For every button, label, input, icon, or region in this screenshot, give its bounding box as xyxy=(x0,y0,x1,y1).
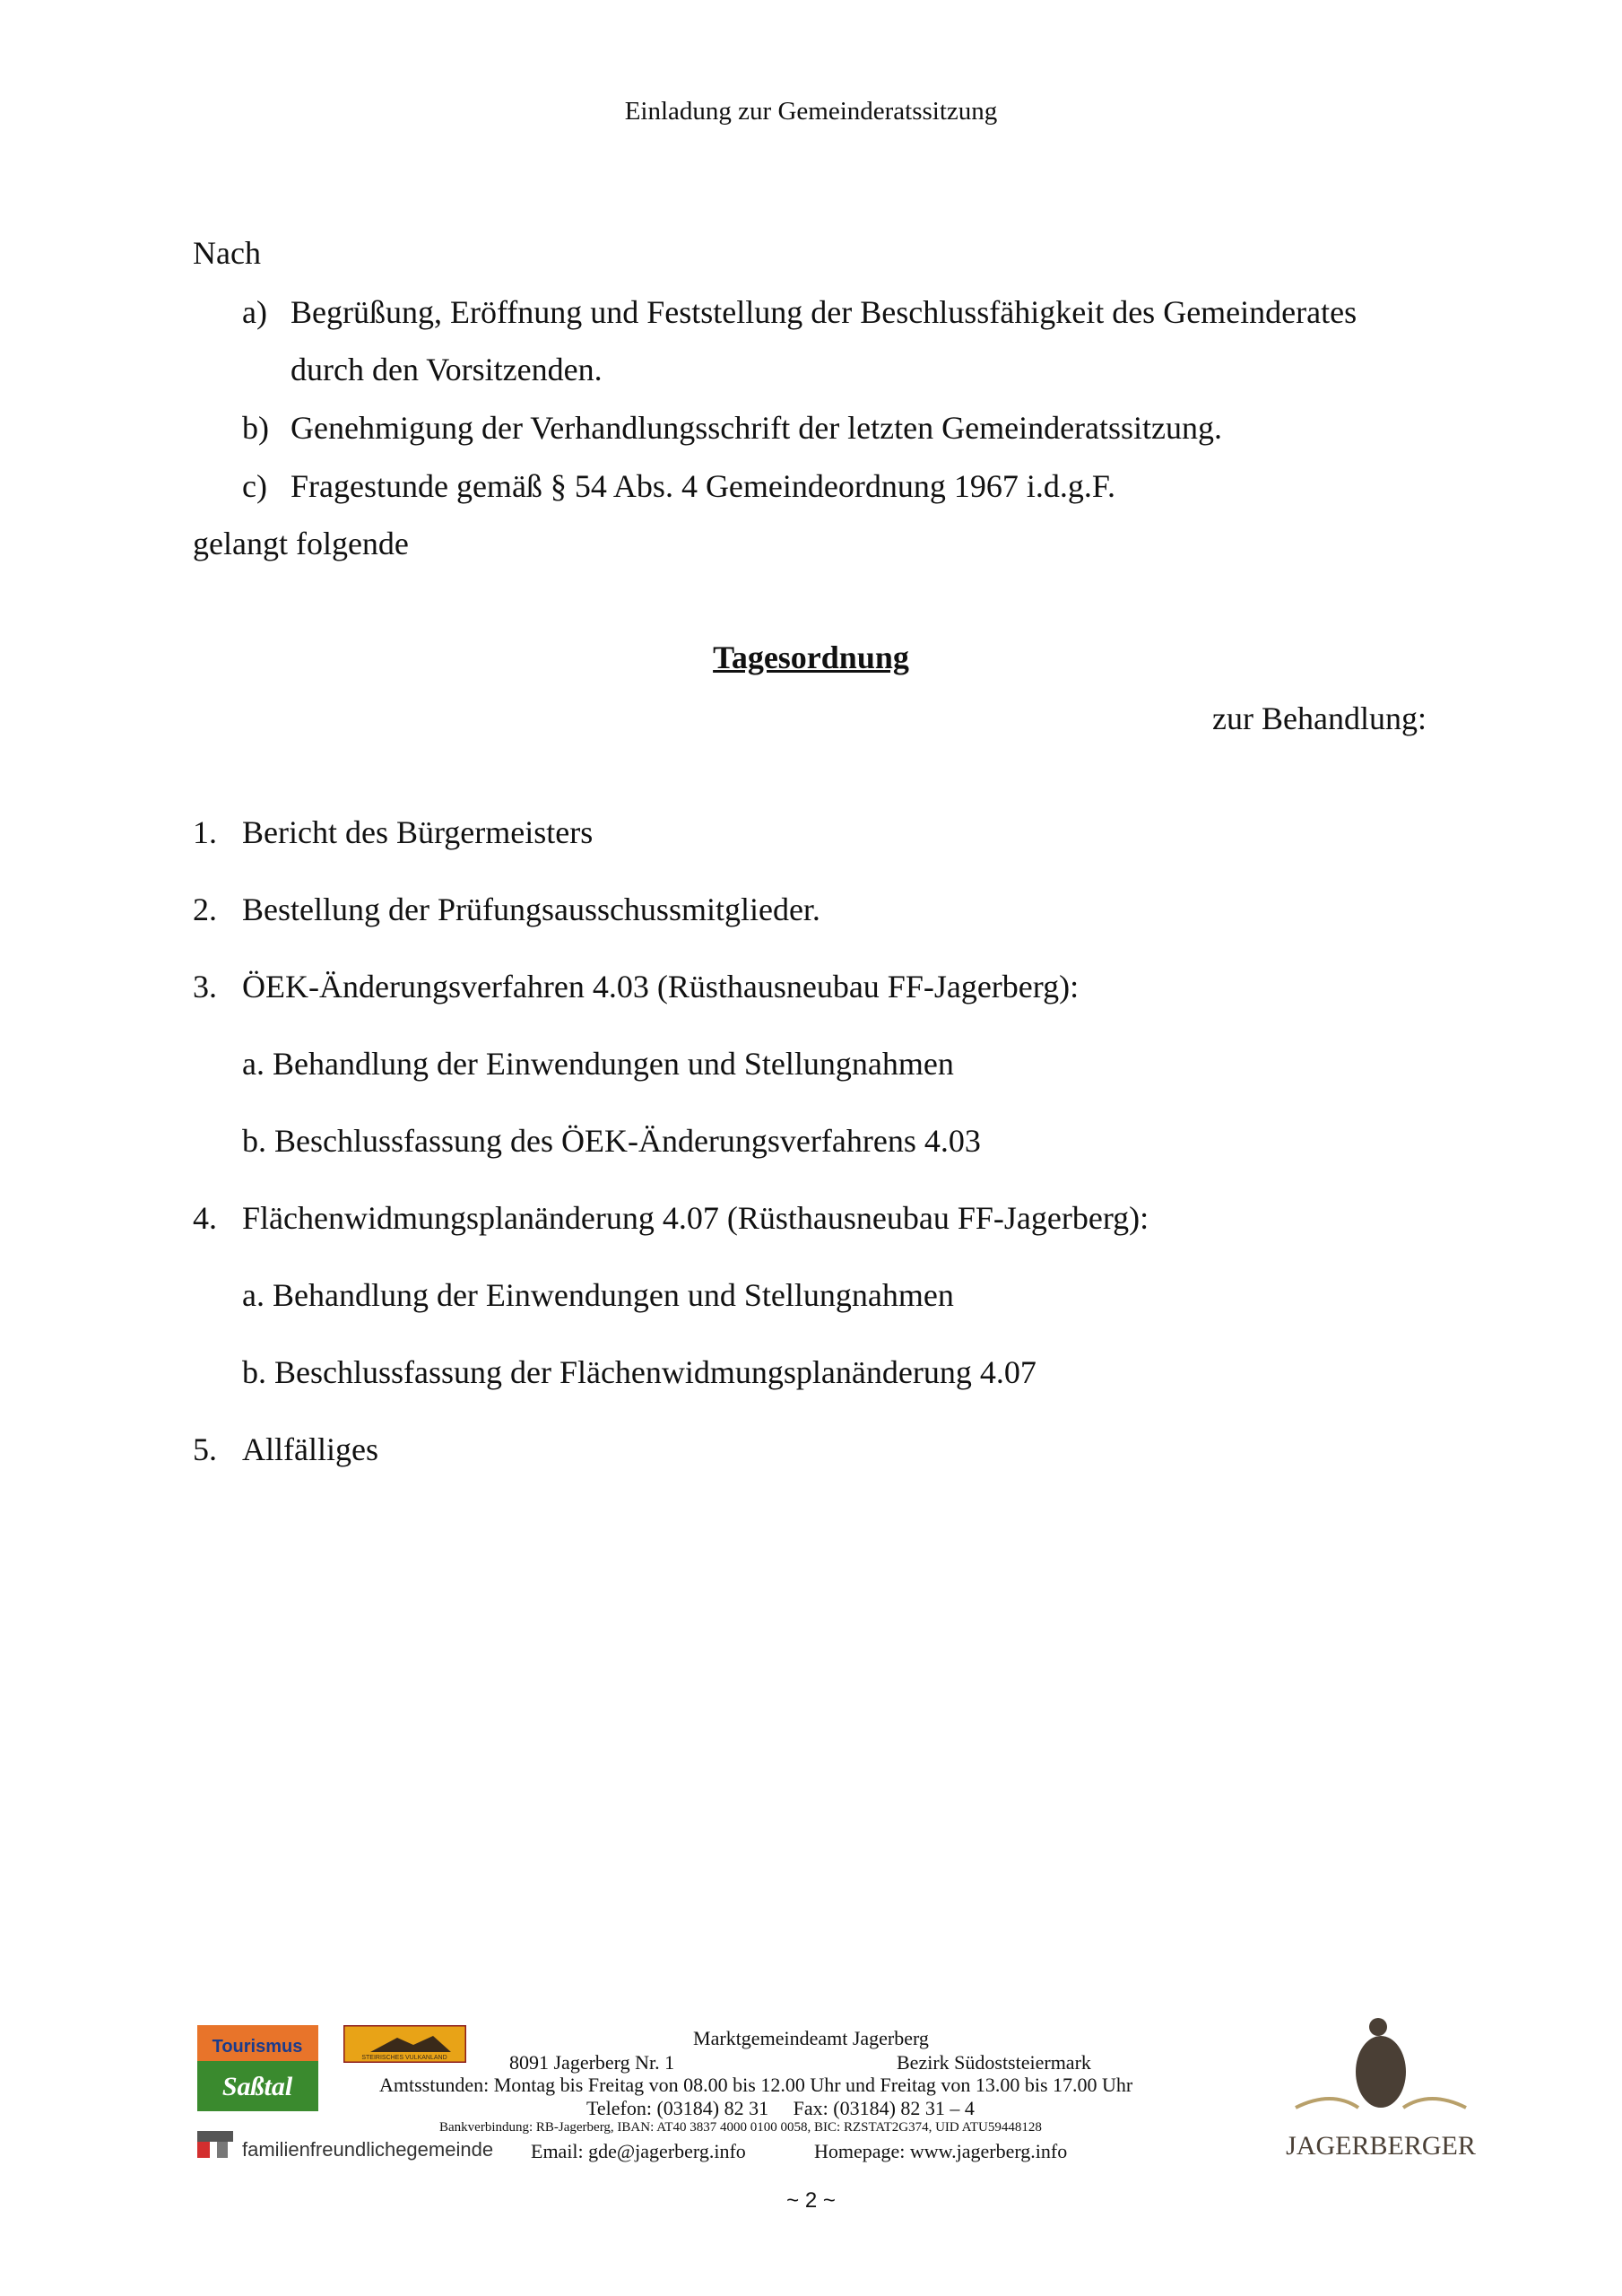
jagerberger-text: JAGERBERGER xyxy=(1286,2131,1476,2161)
page-number: ~ 2 ~ xyxy=(786,2188,836,2213)
intro-item-a-continuation: durch den Vorsitzenden. xyxy=(291,352,603,387)
tourismus-text: Tourismus xyxy=(212,2037,303,2057)
agenda-item-1: Bericht des Bürgermeisters xyxy=(242,814,594,850)
intro-item-letter: b) xyxy=(242,410,269,446)
agenda-subitem: b. Beschlussfassung des ÖEK-Änderungsverfahrens 4.03 xyxy=(242,1123,981,1159)
intro-gelangt: gelangt folgende xyxy=(193,526,409,561)
footer-homepage[interactable]: Homepage: www.jagerberg.info xyxy=(814,2140,1068,2162)
footer-email[interactable]: Email: gde@jagerberg.info xyxy=(531,2140,746,2162)
intro-item-text: Begrüßung, Eröffnung und Feststellung der Beschlussfähigkeit des Gemeinderates xyxy=(291,294,1357,330)
agenda-subitem: a. Behandlung der Einwendungen und Stellungnahmen xyxy=(242,1277,954,1313)
familie-text: familienfreundlichegemeinde xyxy=(242,2138,494,2161)
zur-behandlung-label: zur Behandlung: xyxy=(1212,700,1427,736)
agenda-item-5: Allfälliges xyxy=(242,1431,378,1467)
agenda-item-2: Bestellung der Prüfungsausschussmitglieder. xyxy=(242,891,820,927)
intro-item-letter: a) xyxy=(242,294,267,330)
page-header-title: Einladung zur Gemeinderatssitzung xyxy=(624,97,998,126)
footer-bezirk: Bezirk Südoststeiermark xyxy=(897,2051,1091,2074)
intro-item-letter: c) xyxy=(242,468,267,504)
footer-address: 8091 Jagerberg Nr. 1 xyxy=(509,2051,675,2074)
agenda-number: 3. xyxy=(193,969,217,1004)
footer-bank: Bankverbindung: RB-Jagerberg, IBAN: AT40 3837 4000 0100 0058, BIC: RZSTAT2G374, UID ATU59448128 xyxy=(439,2120,1042,2135)
agenda-number: 2. xyxy=(193,891,217,927)
agenda-subitem: b. Beschlussfassung der Flächenwidmungsplanänderung 4.07 xyxy=(242,1354,1037,1390)
footer-hours: Amtsstunden: Montag bis Freitag von 08.00 bis 12.00 Uhr und Freitag von 13.00 bis 17.00 Uhr xyxy=(379,2074,1133,2096)
agenda-number: 4. xyxy=(193,1200,217,1236)
intro-item-text: Genehmigung der Verhandlungsschrift der letzten Gemeinderatssitzung. xyxy=(291,410,1223,446)
agenda-item-3: ÖEK-Änderungsverfahren 4.03 (Rüsthausneubau FF-Jagerberg): xyxy=(242,969,1080,1004)
sasstal-text: Saßtal xyxy=(221,2072,293,2101)
intro-item-b xyxy=(242,412,1222,444)
footer-office: Marktgemeindeamt Jagerberg xyxy=(693,2027,929,2049)
agenda-number: 1. xyxy=(193,814,217,850)
intro-item-c xyxy=(242,470,1115,502)
agenda-number: 5. xyxy=(193,1431,217,1467)
footer-phone: Telefon: (03184) 82 31 Fax: (03184) 82 31 – 4 xyxy=(586,2097,975,2119)
vulkanland-text: STEIRISCHES VULKANLAND xyxy=(361,2055,447,2061)
tagesordnung-heading: Tagesordnung xyxy=(713,639,909,675)
intro-item-a xyxy=(242,296,1357,328)
intro-nach: Nach xyxy=(193,235,261,271)
intro-item-text: Fragestunde gemäß § 54 Abs. 4 Gemeindeordnung 1967 i.d.g.F. xyxy=(291,468,1116,504)
agenda-subitem: a. Behandlung der Einwendungen und Stellungnahmen xyxy=(242,1046,954,1082)
agenda-item-4: Flächenwidmungsplanänderung 4.07 (Rüsthausneubau FF-Jagerberg): xyxy=(242,1200,1149,1236)
